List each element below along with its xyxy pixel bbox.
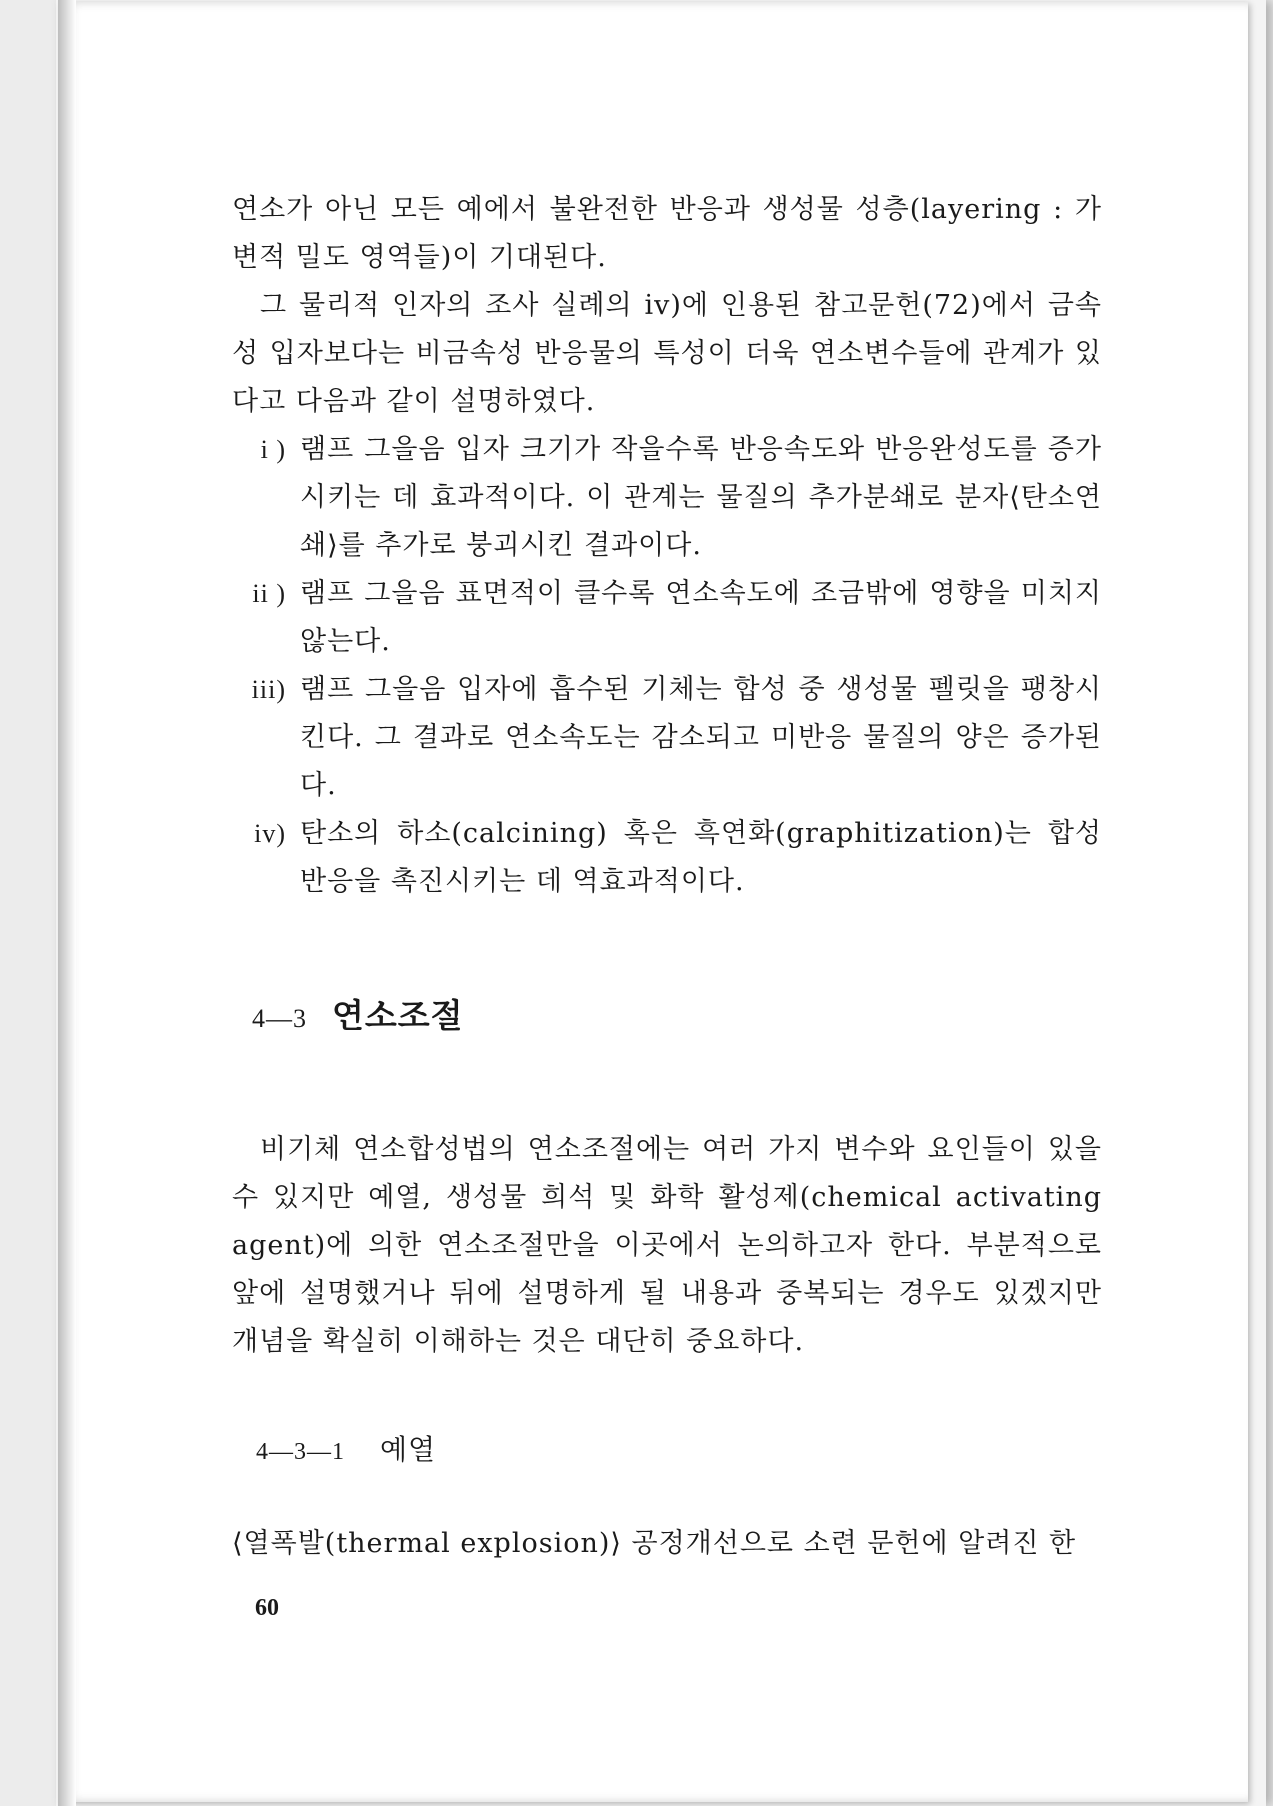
- list-marker: i ): [260, 435, 286, 464]
- list-item-text: 램프 그을음 표면적이 클수록 연소속도에 조금밖에 영향을 미치지 않는다.: [300, 578, 1102, 657]
- reference-paragraph: 그 물리적 인자의 조사 실례의 iv)에 인용된 참고문헌(72)에서 금속성 입자보다는 비금속성 반응물의 특성이 더욱 연소변수들에 관계가 있다고 다음과 같이 설명하였다.: [232, 290, 1102, 417]
- section-body: 비기체 연소합성법의 연소조절에는 여러 가지 변수와 요인들이 있을 수 있지만 예열, 생성물 희석 및 화학 활성제(chemical activating agent)에 의한 연소조절만을 이곳에서 논의하고자 한다. 부분적으로 앞에 설명했거나 뒤에 설명하게 될 내용과 중복되는 경우도 있겠지만 개념을 확실히 이해하는 것은 대단히 중요하다.: [232, 1134, 1102, 1357]
- intro-paragraph: 연소가 아닌 모든 예에서 불완전한 반응과 생성물 성층(layering : 가변적 밀도 영역들)이 기대된다.: [232, 194, 1102, 273]
- list-marker: iv): [254, 819, 286, 848]
- page-content: [232, 186, 1102, 1568]
- section-number: 4—3: [252, 1004, 307, 1033]
- factor-list: [232, 426, 1102, 906]
- list-marker: ii ): [252, 579, 286, 608]
- list-item-text: 램프 그을음 입자 크기가 작을수록 반응속도와 반응완성도를 증가시키는 데 효과적이다. 이 관계는 물질의 추가분쇄로 분자⟨탄소연쇄⟩를 추가로 붕괴시킨 결과이다.: [300, 434, 1102, 561]
- subsection-number: 4—3—1: [256, 1439, 345, 1465]
- list-item: [232, 810, 1102, 906]
- subsection-heading: [256, 1426, 1102, 1474]
- section-title: 연소조절: [332, 996, 464, 1035]
- list-item-text: 램프 그을음 입자에 흡수된 기체는 합성 중 생성물 펠릿을 팽창시킨다. 그 결과로 연소속도는 감소되고 미반응 물질의 양은 증가된다.: [300, 674, 1102, 801]
- list-item: [232, 570, 1102, 666]
- list-marker: iii): [251, 675, 286, 704]
- list-item: [232, 666, 1102, 810]
- continued-paragraph: ⟨열폭발(thermal explosion)⟩ 공정개선으로 소련 문헌에 알려진 한: [232, 1528, 1077, 1559]
- section-heading: [252, 992, 1102, 1040]
- list-item-text: 탄소의 하소(calcining) 혹은 흑연화(graphitization)는 합성반응을 촉진시키는 데 역효과적이다.: [300, 818, 1102, 897]
- page-number: 60: [255, 1595, 279, 1621]
- list-item: [232, 426, 1102, 570]
- page-binding-shadow: [58, 0, 76, 1806]
- subsection-title: 예열: [380, 1433, 437, 1466]
